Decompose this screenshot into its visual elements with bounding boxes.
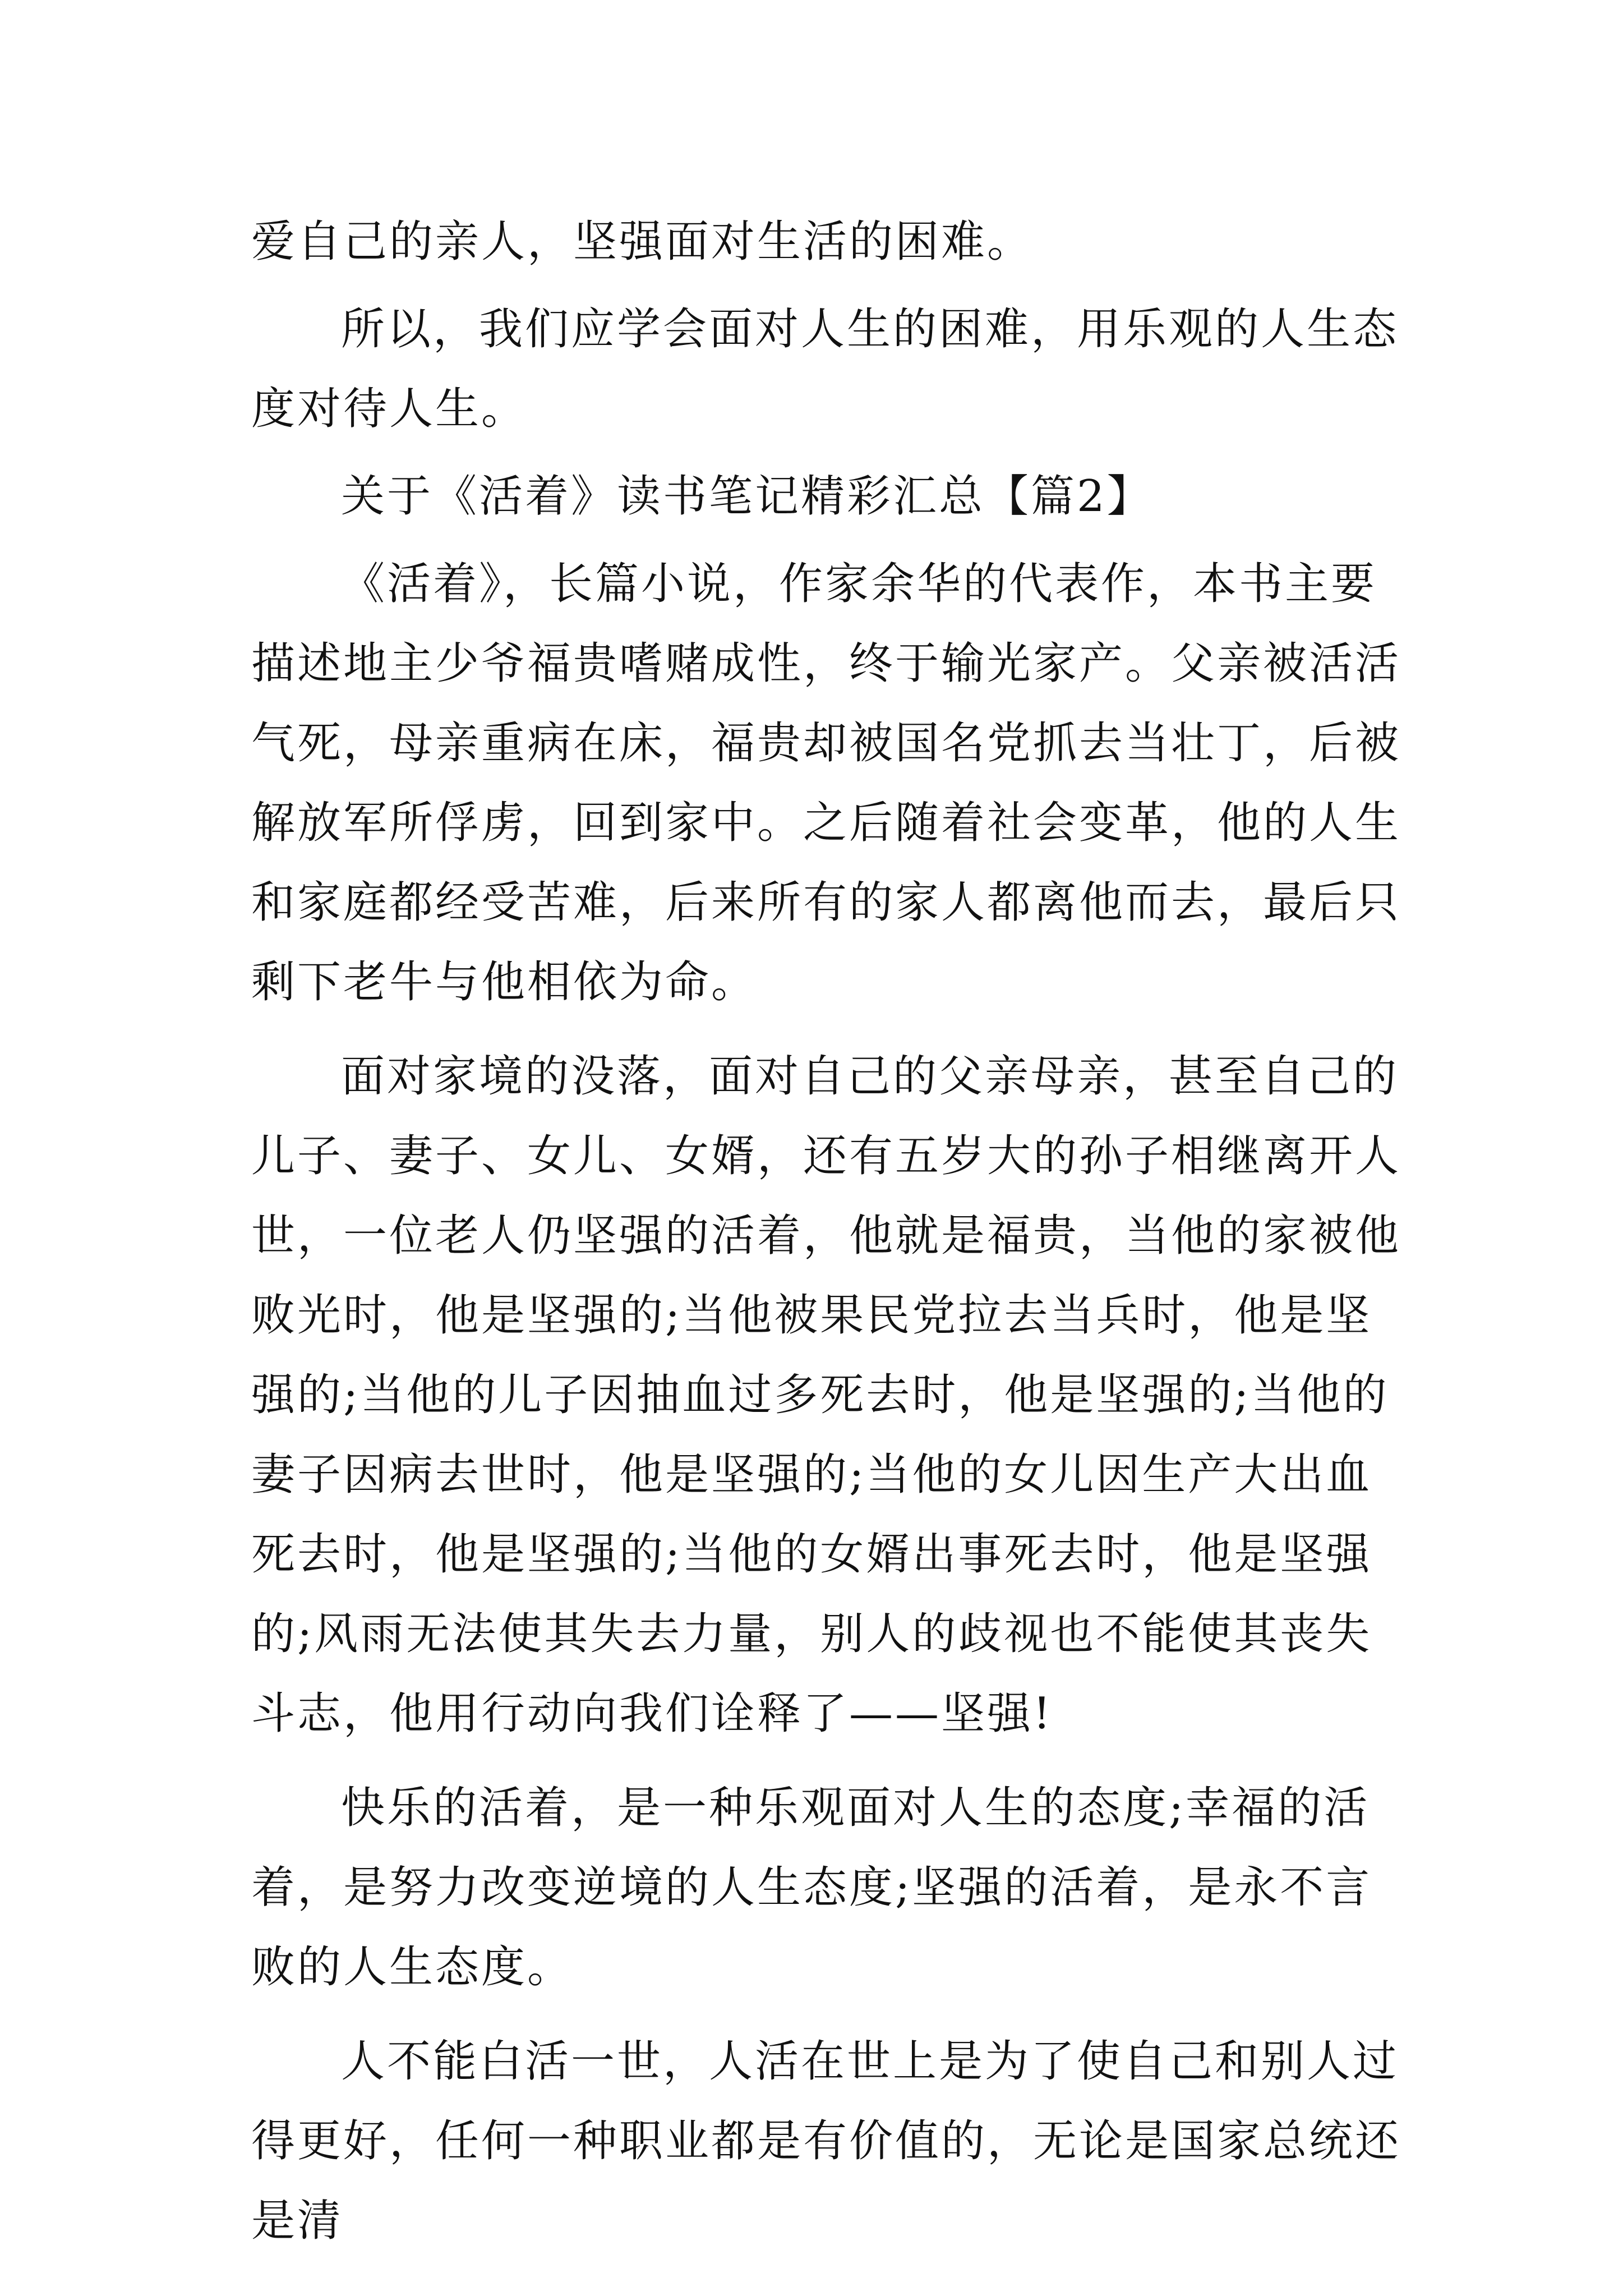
paragraph-meaning: 人不能白活一世，人活在世上是为了使自己和别人过得更好，任何一种职业都是有价值的，无论是国家总统还是清 [251,2036,1401,2246]
paragraph-continuation: 爱自己的亲人，坚强面对生活的困难。 [251,217,1034,267]
paragraph-resilience: 面对家境的没落，面对自己的父亲母亲，甚至自己的儿子、妻子、女儿、女婿，还有五岁大的孙子相继离开人世，一位老人仍坚强的活着，他就是福贵，当他的家被他败光时，他是坚强的;当他被果民党拉去当兵时，他是坚强的;当他的儿子因抽血过多死去时，他是坚强的;当他的妻子因病去世时，他是坚强的;当他的女儿因生产大出血死去时，他是坚强的;当他的女婿出事死去时，他是坚强的;风雨无法使其失去力量，别人的歧视也不能使其丧失斗志，他用行动向我们诠释了——坚强! [251,1051,1401,1739]
paragraph-conclusion: 所以，我们应学会面对人生的困难，用乐观的人生态度对待人生。 [251,304,1399,434]
document-body [251,202,1407,2261]
section-heading: 关于《活着》读书笔记精彩汇总【篇2】 [341,471,1153,522]
paragraph-summary: 《活着》，长篇小说，作家余华的代表作，本书主要描述地主少爷福贵嗜赌成性，终于输光家产。父亲被活活气死，母亲重病在床，福贵却被国名党抓去当壮丁，后被解放军所俘虏，回到家中。之后随着社会变革，他的人生和家庭都经受苦难，后来所有的家人都离他而去，最后只剩下老牛与他相依为命。 [251,559,1401,1007]
paragraph-attitude: 快乐的活着，是一种乐观面对人生的态度;幸福的活着，是努力改变逆境的人生态度;坚强的活着，是永不言败的人生态度。 [251,1783,1372,1993]
